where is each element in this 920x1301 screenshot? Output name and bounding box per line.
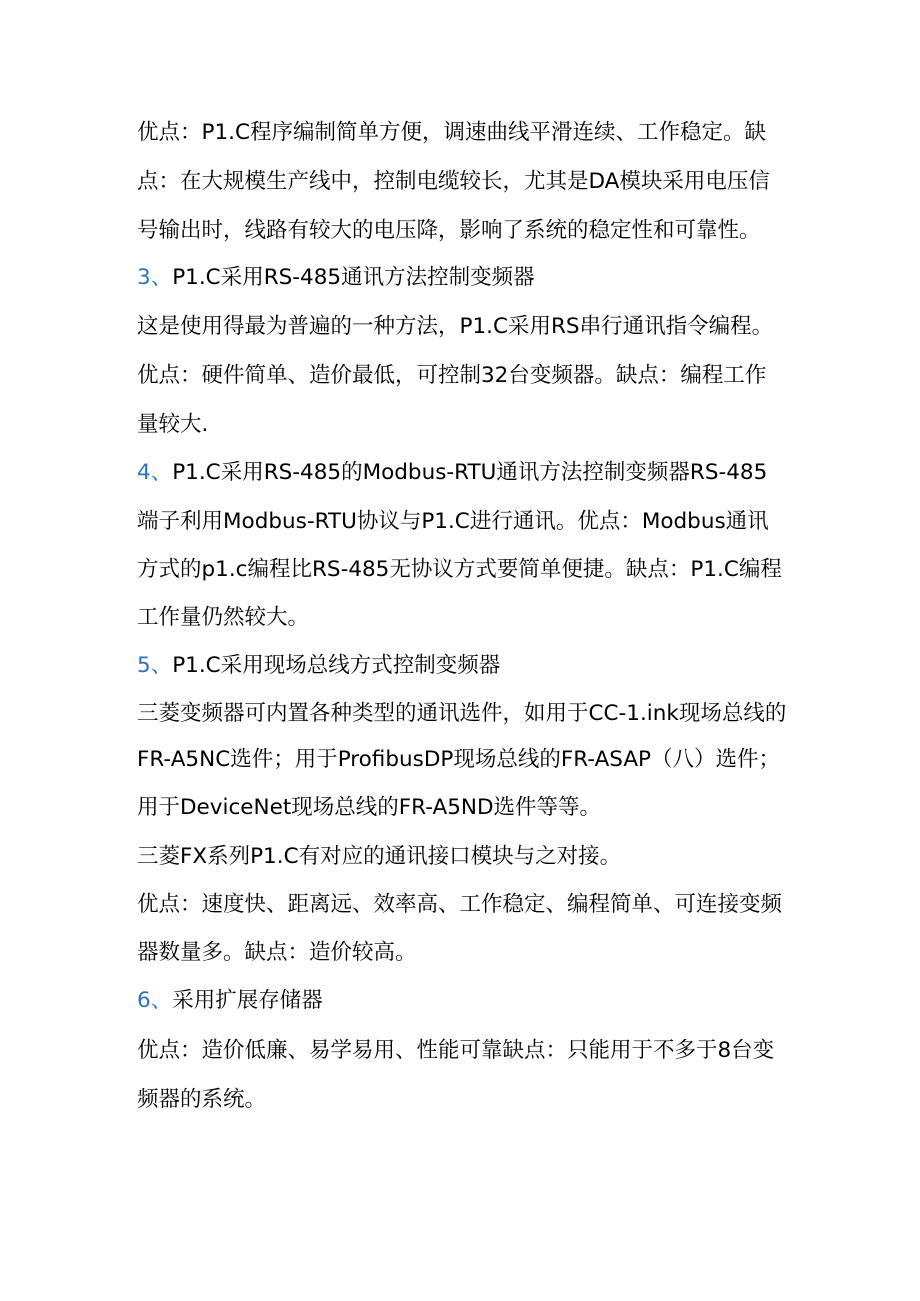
paragraph-line: 端子利用Modbus-RTU协议与P1.C进行通讯。优点：Modbus通讯: [137, 509, 769, 534]
heading-separator: 、: [150, 460, 173, 485]
heading-separator: 、: [150, 653, 173, 678]
section-heading-5: [137, 651, 500, 681]
heading-text: 采用扩展存储器: [172, 988, 323, 1013]
heading-text: P1.C采用现场总线方式控制变频器: [172, 653, 501, 678]
paragraph-line: 优点：P1.C程序编制简单方便，调速曲线平滑连续、工作稳定。缺: [137, 120, 766, 145]
paragraph-line: 优点：硬件简单、造价最低，可控制32台变频器。缺点：编程工作: [137, 363, 767, 388]
paragraph-line: 优点：速度快、距离远、效率高、工作稳定、编程简单、可连接变频: [137, 892, 783, 917]
heading-text: P1.C采用RS-485通讯方法控制变频器: [172, 265, 535, 290]
heading-text: P1.C采用RS-485的Modbus-RTU通讯方法控制变频器RS-485: [172, 460, 768, 485]
paragraph-line: FR-A5NC选件；用于ProfibusDP现场总线的FR-ASAP（八）选件；: [137, 747, 780, 772]
paragraph-line: 这是使用得最为普遍的一种方法，P1.C采用RS串行通讯指令编程。: [137, 314, 774, 339]
heading-number: 4: [137, 460, 151, 485]
paragraph-line: 优点：造价低廉、易学易用、性能可靠缺点：只能用于不多于8台变: [137, 1038, 775, 1063]
paragraph-line: 号输出时，线路有较大的电压降，影响了系统的稳定性和可靠性。: [137, 218, 761, 243]
paragraph-line: 方式的p1.c编程比RS-485无协议方式要简单便捷。缺点：P1.C编程: [137, 557, 782, 582]
heading-separator: 、: [150, 988, 173, 1013]
paragraph-line: 用于DeviceNet现场总线的FR-A5ND选件等等。: [137, 795, 602, 820]
paragraph-line: 三菱FX系列P1.C有对应的通讯接口模块与之对接。: [137, 844, 622, 869]
paragraph-line: 点：在大规模生产线中，控制电缆较长，尤其是DA模块采用电压信: [137, 169, 770, 194]
heading-number: 5: [137, 653, 151, 678]
paragraph-line: 量较大.: [137, 412, 209, 437]
paragraph-line: 工作量仍然较大。: [137, 605, 310, 630]
paragraph-line: 频器的系统。: [137, 1087, 267, 1112]
heading-separator: 、: [150, 265, 173, 290]
heading-number: 6: [137, 988, 151, 1013]
paragraph-line: 器数量多。缺点：造价较高。: [137, 940, 417, 965]
section-heading-4: [137, 458, 767, 488]
section-heading-3: [137, 263, 535, 293]
section-heading-6: [137, 986, 323, 1016]
heading-number: 3: [137, 265, 151, 290]
paragraph-line: 三菱变频器可内置各种类型的通讯选件，如用于CC-1.ink现场总线的: [137, 701, 787, 726]
